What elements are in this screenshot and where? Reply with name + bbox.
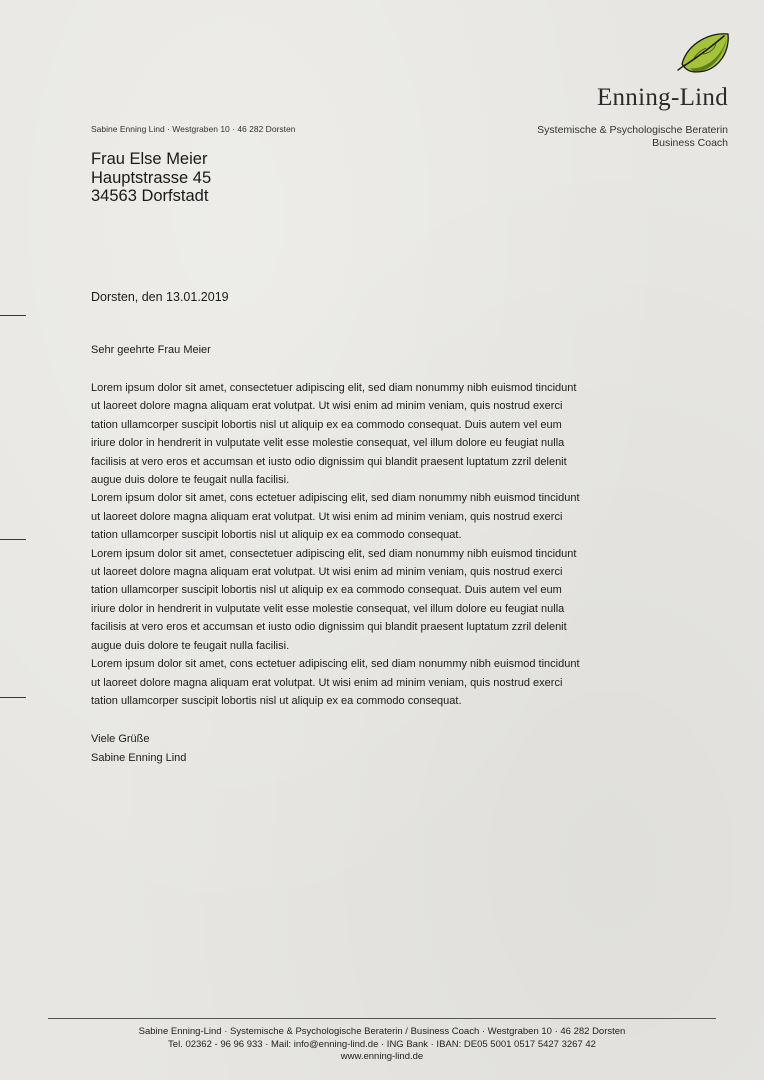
recipient-street: Hauptstrasse 45: [91, 168, 212, 187]
body-line: ut laoreet dolore magna aliquam erat volutpat. Ut wisi enim ad minim veniam, quis nostrud exerci: [91, 510, 563, 523]
leaf-icon: [676, 28, 732, 78]
footer-line-1: Sabine Enning-Lind · Systemische & Psychologische Beraterin / Business Coach · Westgraben 10 · 46 282 Dorsten: [138, 1026, 626, 1037]
footer-website: www.enning-lind.de: [340, 1051, 424, 1062]
sender-address-line: Sabine Enning Lind · Westgraben 10 · 46 282 Dorsten: [91, 124, 296, 134]
body-line: Lorem ipsum dolor sit amet, cons ectetuer adipiscing elit, sed diam nonummy nibh euismod tincidunt: [91, 658, 580, 671]
body-line: tation ullamcorper suscipit lobortis nisl ut aliquip ex ea commodo consequat.: [91, 529, 462, 542]
body-line: Lorem ipsum dolor sit amet, consectetuer adipiscing elit, sed diam nonummy nibh euismod tincidunt: [91, 547, 577, 560]
body-line: facilisis at vero eros et accumsan et iusto odio dignissim qui blandit praesent luptatum zzril delenit: [91, 621, 567, 634]
recipient-address: [91, 150, 211, 206]
body-line: facilisis at vero eros et accumsan et iusto odio dignissim qui blandit praesent luptatum zzril delenit: [91, 455, 567, 468]
body-line: ut laoreet dolore magna aliquam erat volutpat. Ut wisi enim ad minim veniam, quis nostrud exerci: [91, 676, 563, 689]
salutation: Sehr geehrte Frau Meier: [91, 344, 211, 356]
closing: [91, 730, 186, 767]
body-line: tation ullamcorper suscipit lobortis nisl ut aliquip ex ea commodo consequat. Duis autem vel eum: [91, 418, 562, 431]
body-line: iriure dolor in hendrerit in vulputate velit esse molestie consequat, vel illum dolore eu feugiat nulla: [91, 437, 565, 450]
letter-date: Dorsten, den 13.01.2019: [91, 290, 229, 304]
body-line: ut laoreet dolore magna aliquam erat volutpat. Ut wisi enim ad minim veniam, quis nostrud exerci: [91, 400, 563, 413]
footer-divider: [48, 1018, 716, 1019]
recipient-name: Frau Else Meier: [91, 150, 208, 168]
footer: [0, 1026, 764, 1064]
letter-body: [91, 379, 621, 710]
body-line: augue duis dolore te feugait nulla facilisi.: [91, 639, 290, 652]
body-line: augue duis dolore te feugait nulla facilisi.: [91, 474, 290, 487]
punch-mark: [0, 539, 26, 540]
body-line: ut laoreet dolore magna aliquam erat volutpat. Ut wisi enim ad minim veniam, quis nostrud exerci: [91, 566, 563, 579]
body-line: tation ullamcorper suscipit lobortis nisl ut aliquip ex ea commodo consequat.: [91, 694, 462, 707]
company-subtitle-line1: Systemische & Psychologische Beraterin: [537, 124, 728, 136]
body-line: iriure dolor in hendrerit in vulputate velit esse molestie consequat, vel illum dolore eu feugiat nulla: [91, 602, 565, 615]
footer-line-2: Tel. 02362 - 96 96 933 · Mail: info@enning-lind.de · ING Bank · IBAN: DE05 5001 0517 5427 3267 42: [168, 1038, 596, 1050]
company-subtitle-line2: Business Coach: [652, 136, 728, 149]
closing-greeting: Viele Grüße: [91, 733, 150, 745]
body-line: Lorem ipsum dolor sit amet, cons ectetuer adipiscing elit, sed diam nonummy nibh euismod tincidunt: [91, 492, 580, 505]
company-subtitle: [537, 124, 728, 149]
fold-mark-top: [0, 315, 26, 316]
body-line: Lorem ipsum dolor sit amet, consectetuer adipiscing elit, sed diam nonummy nibh euismod tincidunt: [91, 382, 577, 394]
signature: Sabine Enning Lind: [91, 751, 187, 764]
recipient-city: 34563 Dorfstadt: [91, 187, 209, 205]
body-line: tation ullamcorper suscipit lobortis nisl ut aliquip ex ea commodo consequat. Duis autem vel eum: [91, 584, 562, 597]
fold-mark-bottom: [0, 697, 26, 698]
company-name: Enning-Lind: [596, 84, 728, 111]
